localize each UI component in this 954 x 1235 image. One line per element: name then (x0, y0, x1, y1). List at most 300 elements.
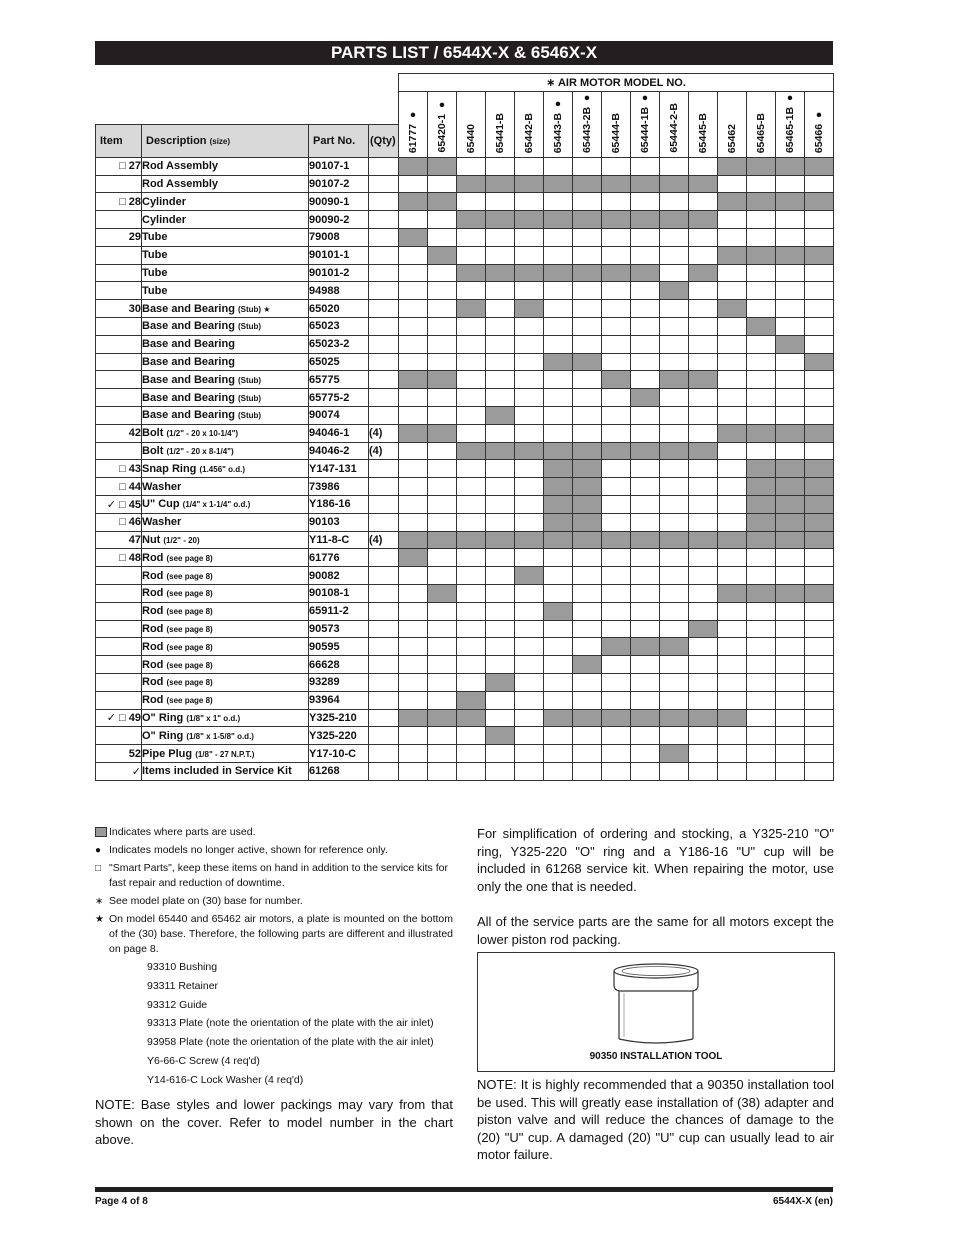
usage-cell-empty (544, 157, 573, 175)
usage-cell-empty (515, 478, 544, 496)
table-row (96, 656, 834, 674)
usage-cell-empty (544, 673, 573, 691)
usage-cell-used (776, 513, 805, 531)
usage-cell-used (544, 709, 573, 727)
table-row (96, 300, 834, 318)
part-description: Base and Bearing (142, 335, 309, 353)
footer-rule (95, 1187, 833, 1192)
usage-cell-empty (515, 745, 544, 763)
usage-cell-used (486, 531, 515, 549)
usage-cell-used (660, 371, 689, 389)
usage-cell-empty (747, 673, 776, 691)
usage-cell-empty (805, 620, 834, 638)
usage-cell-empty (544, 424, 573, 442)
usage-cell-empty (515, 584, 544, 602)
usage-cell-empty (515, 620, 544, 638)
model-header: 65466 ● (805, 91, 834, 157)
usage-cell-empty (515, 709, 544, 727)
item-number (96, 264, 142, 282)
usage-cell-empty (718, 389, 747, 407)
part-qty (369, 371, 399, 389)
usage-cell-empty (689, 567, 718, 585)
item-number (96, 567, 142, 585)
usage-cell-used (457, 211, 486, 229)
usage-cell-empty (776, 709, 805, 727)
usage-cell-empty (747, 229, 776, 247)
usage-cell-empty (631, 567, 660, 585)
usage-cell-used (776, 531, 805, 549)
part-qty (369, 407, 399, 425)
usage-cell-empty (486, 584, 515, 602)
table-row (96, 620, 834, 638)
usage-cell-empty (689, 495, 718, 513)
usage-cell-used (544, 531, 573, 549)
usage-cell-empty (747, 300, 776, 318)
part-qty (369, 193, 399, 211)
usage-cell-empty (718, 638, 747, 656)
part-description: Base and Bearing (Stub) (142, 389, 309, 407)
part-description: O" Ring (1/8" x 1" o.d.) (142, 709, 309, 727)
usage-cell-empty (631, 495, 660, 513)
usage-cell-empty (544, 584, 573, 602)
usage-cell-empty (602, 229, 631, 247)
usage-cell-used (660, 709, 689, 727)
part-qty (369, 353, 399, 371)
usage-cell-empty (689, 602, 718, 620)
usage-cell-empty (457, 727, 486, 745)
usage-cell-empty (428, 762, 457, 780)
usage-cell-empty (486, 602, 515, 620)
col-item-header: Item (96, 124, 142, 157)
item-number: □ 28 (96, 193, 142, 211)
part-description: Bolt (1/2" - 20 x 8-1/4") (142, 442, 309, 460)
item-number (96, 584, 142, 602)
part-number: Y11-8-C (309, 531, 369, 549)
item-number (96, 353, 142, 371)
usage-cell-empty (399, 691, 428, 709)
usage-cell-used (805, 584, 834, 602)
col-description-header: Description (size) (142, 124, 309, 157)
usage-cell-empty (457, 638, 486, 656)
usage-cell-empty (689, 193, 718, 211)
usage-cell-used (689, 709, 718, 727)
model-header: 65465-1B ● (776, 91, 805, 157)
usage-cell-empty (805, 407, 834, 425)
usage-cell-empty (805, 211, 834, 229)
usage-cell-empty (776, 620, 805, 638)
table-row (96, 157, 834, 175)
usage-cell-empty (718, 282, 747, 300)
part-description: Base and Bearing (142, 353, 309, 371)
usage-cell-used (805, 157, 834, 175)
usage-cell-empty (602, 567, 631, 585)
table-row (96, 424, 834, 442)
table-row (96, 246, 834, 264)
usage-cell-used (399, 229, 428, 247)
item-number: 42 (96, 424, 142, 442)
table-row (96, 478, 834, 496)
part-number: 65023-2 (309, 335, 369, 353)
usage-cell-empty (602, 602, 631, 620)
usage-cell-empty (457, 407, 486, 425)
usage-cell-used (573, 175, 602, 193)
item-number (96, 620, 142, 638)
part-number: Y325-220 (309, 727, 369, 745)
usage-cell-empty (747, 656, 776, 674)
usage-cell-empty (660, 353, 689, 371)
usage-cell-empty (689, 246, 718, 264)
model-header: 65444-1B ● (631, 91, 660, 157)
table-row (96, 282, 834, 300)
part-qty (369, 762, 399, 780)
part-description: Tube (142, 246, 309, 264)
usage-cell-empty (631, 229, 660, 247)
usage-cell-empty (805, 709, 834, 727)
usage-cell-empty (573, 300, 602, 318)
usage-cell-used (747, 584, 776, 602)
usage-cell-empty (718, 318, 747, 336)
usage-cell-empty (602, 282, 631, 300)
item-number (96, 691, 142, 709)
col-qty-header: (Qty) (369, 124, 399, 157)
usage-cell-empty (457, 157, 486, 175)
part-description: Rod (see page 8) (142, 549, 309, 567)
usage-cell-empty (428, 495, 457, 513)
usage-cell-empty (573, 424, 602, 442)
usage-cell-empty (428, 175, 457, 193)
usage-cell-used (399, 157, 428, 175)
usage-cell-used (776, 335, 805, 353)
usage-cell-empty (631, 513, 660, 531)
usage-cell-empty (573, 762, 602, 780)
usage-cell-used (631, 638, 660, 656)
legend-asterisk: See model plate on (30) base for number. (109, 895, 303, 907)
usage-cell-used (602, 371, 631, 389)
usage-cell-empty (457, 282, 486, 300)
usage-cell-used (689, 175, 718, 193)
usage-cell-empty (573, 389, 602, 407)
usage-cell-empty (399, 389, 428, 407)
part-description: Base and Bearing (Stub) (142, 318, 309, 336)
table-row (96, 371, 834, 389)
usage-cell-used (544, 175, 573, 193)
usage-cell-used (515, 211, 544, 229)
usage-cell-empty (718, 673, 747, 691)
usage-cell-used (486, 211, 515, 229)
model-header: 65420-1 ● (428, 91, 457, 157)
part-number: 65023 (309, 318, 369, 336)
usage-cell-empty (602, 318, 631, 336)
part-qty (369, 318, 399, 336)
usage-cell-used (573, 513, 602, 531)
usage-cell-empty (428, 602, 457, 620)
usage-cell-empty (428, 656, 457, 674)
usage-cell-empty (602, 407, 631, 425)
usage-cell-empty (486, 424, 515, 442)
usage-cell-empty (631, 460, 660, 478)
table-row (96, 584, 834, 602)
usage-cell-empty (486, 371, 515, 389)
usage-cell-empty (776, 673, 805, 691)
usage-cell-empty (631, 656, 660, 674)
usage-cell-empty (631, 300, 660, 318)
plate-part: 93312 Guide (147, 998, 208, 1011)
usage-cell-empty (486, 549, 515, 567)
usage-cell-empty (486, 567, 515, 585)
usage-cell-empty (399, 300, 428, 318)
usage-cell-empty (428, 264, 457, 282)
usage-cell-empty (718, 478, 747, 496)
usage-cell-used (718, 531, 747, 549)
part-qty: (4) (369, 531, 399, 549)
usage-cell-used (776, 584, 805, 602)
usage-cell-empty (573, 727, 602, 745)
usage-cell-used (573, 495, 602, 513)
usage-cell-empty (689, 460, 718, 478)
usage-cell-used (544, 460, 573, 478)
usage-cell-empty (515, 513, 544, 531)
usage-cell-empty (457, 584, 486, 602)
usage-cell-empty (776, 229, 805, 247)
installation-tool-icon (601, 961, 711, 1045)
part-description: Rod (see page 8) (142, 656, 309, 674)
usage-cell-empty (515, 318, 544, 336)
usage-cell-empty (660, 656, 689, 674)
usage-cell-used (747, 478, 776, 496)
usage-cell-empty (689, 335, 718, 353)
table-row (96, 175, 834, 193)
usage-cell-empty (399, 638, 428, 656)
usage-cell-empty (718, 727, 747, 745)
part-description: Base and Bearing (Stub) (142, 371, 309, 389)
page-title: PARTS LIST / 6544X-X & 6546X-X (95, 41, 833, 65)
usage-cell-empty (515, 371, 544, 389)
part-number: 90108-1 (309, 584, 369, 602)
usage-cell-empty (486, 335, 515, 353)
item-number: 30 (96, 300, 142, 318)
part-qty (369, 584, 399, 602)
usage-cell-empty (428, 673, 457, 691)
usage-cell-used (457, 442, 486, 460)
usage-cell-empty (428, 745, 457, 763)
usage-cell-empty (776, 318, 805, 336)
usage-cell-used (573, 709, 602, 727)
usage-cell-empty (747, 549, 776, 567)
usage-cell-used (544, 495, 573, 513)
col-partno-header: Part No. (309, 124, 369, 157)
usage-cell-empty (515, 762, 544, 780)
part-qty (369, 246, 399, 264)
part-number: 61776 (309, 549, 369, 567)
part-number: Y325-210 (309, 709, 369, 727)
usage-cell-empty (428, 567, 457, 585)
usage-cell-used (660, 638, 689, 656)
usage-cell-used (428, 424, 457, 442)
usage-cell-used (399, 424, 428, 442)
usage-cell-empty (747, 620, 776, 638)
usage-cell-empty (573, 246, 602, 264)
part-qty (369, 709, 399, 727)
usage-cell-empty (631, 246, 660, 264)
usage-cell-used (399, 193, 428, 211)
usage-cell-empty (457, 656, 486, 674)
usage-cell-empty (515, 691, 544, 709)
usage-cell-empty (747, 567, 776, 585)
usage-cell-empty (428, 407, 457, 425)
smart-symbol: □ (95, 863, 102, 874)
table-row (96, 709, 834, 727)
usage-cell-empty (399, 264, 428, 282)
usage-cell-empty (457, 602, 486, 620)
usage-cell-used (515, 300, 544, 318)
usage-cell-empty (486, 478, 515, 496)
usage-cell-empty (515, 193, 544, 211)
usage-cell-used (689, 264, 718, 282)
usage-cell-used (428, 531, 457, 549)
usage-cell-empty (660, 407, 689, 425)
usage-cell-empty (776, 656, 805, 674)
usage-cell-used (602, 709, 631, 727)
usage-cell-empty (544, 282, 573, 300)
usage-cell-used (747, 246, 776, 264)
usage-cell-empty (515, 673, 544, 691)
table-row (96, 513, 834, 531)
usage-cell-used (515, 567, 544, 585)
usage-cell-used (573, 656, 602, 674)
part-number: 66628 (309, 656, 369, 674)
usage-cell-empty (805, 727, 834, 745)
usage-cell-used (660, 531, 689, 549)
usage-cell-empty (602, 549, 631, 567)
usage-cell-used (428, 371, 457, 389)
usage-cell-empty (660, 584, 689, 602)
usage-cell-empty (457, 246, 486, 264)
item-number: 52 (96, 745, 142, 763)
usage-cell-empty (428, 389, 457, 407)
usage-cell-empty (486, 282, 515, 300)
part-description: Rod (see page 8) (142, 584, 309, 602)
usage-cell-empty (515, 353, 544, 371)
usage-cell-empty (602, 246, 631, 264)
usage-cell-empty (689, 478, 718, 496)
part-description: Snap Ring (1.456" o.d.) (142, 460, 309, 478)
item-number (96, 673, 142, 691)
usage-cell-used (689, 531, 718, 549)
usage-cell-empty (428, 211, 457, 229)
usage-cell-empty (631, 478, 660, 496)
usage-cell-empty (515, 229, 544, 247)
usage-cell-empty (602, 673, 631, 691)
usage-cell-used (486, 175, 515, 193)
usage-cell-used (573, 264, 602, 282)
usage-cell-empty (602, 513, 631, 531)
usage-cell-empty (631, 407, 660, 425)
usage-cell-empty (457, 335, 486, 353)
usage-cell-empty (544, 300, 573, 318)
usage-cell-empty (515, 460, 544, 478)
table-row (96, 531, 834, 549)
usage-cell-used (399, 531, 428, 549)
usage-cell-empty (399, 318, 428, 336)
usage-cell-empty (660, 727, 689, 745)
usage-cell-empty (515, 424, 544, 442)
usage-cell-used (544, 442, 573, 460)
part-number: 93964 (309, 691, 369, 709)
legend-smart: "Smart Parts", keep these items on hand in addition to the service kits for fast repair and reduction of downtime. (109, 862, 448, 889)
usage-cell-empty (602, 353, 631, 371)
plate-part: Y6-66-C Screw (4 req'd) (147, 1054, 260, 1067)
usage-cell-empty (689, 389, 718, 407)
usage-cell-used (805, 495, 834, 513)
usage-cell-empty (718, 211, 747, 229)
usage-cell-empty (718, 264, 747, 282)
usage-cell-empty (573, 638, 602, 656)
part-qty (369, 300, 399, 318)
usage-cell-empty (515, 335, 544, 353)
usage-cell-used (660, 175, 689, 193)
usage-cell-empty (718, 229, 747, 247)
page-number: Page 4 of 8 (95, 1196, 148, 1207)
usage-cell-empty (544, 745, 573, 763)
usage-cell-empty (486, 638, 515, 656)
note-base-styles: NOTE: Base styles and lower packings may vary from that shown on the cover. Refer to model number in the chart above. (95, 1097, 453, 1147)
part-number: 65775 (309, 371, 369, 389)
usage-cell-empty (544, 246, 573, 264)
usage-cell-empty (631, 584, 660, 602)
part-description: Rod (see page 8) (142, 602, 309, 620)
usage-cell-used (718, 246, 747, 264)
part-description: Bolt (1/2" - 20 x 10-1/4") (142, 424, 309, 442)
usage-cell-empty (573, 620, 602, 638)
item-number: ✓ □ 49 (96, 709, 142, 727)
usage-cell-used (486, 442, 515, 460)
usage-cell-empty (486, 300, 515, 318)
usage-cell-empty (718, 567, 747, 585)
usage-cell-empty (747, 691, 776, 709)
usage-cell-empty (544, 335, 573, 353)
usage-cell-empty (689, 424, 718, 442)
usage-cell-empty (399, 211, 428, 229)
installation-tool-figure (477, 952, 835, 1072)
table-row (96, 353, 834, 371)
usage-cell-empty (660, 460, 689, 478)
usage-cell-empty (602, 762, 631, 780)
usage-cell-empty (747, 602, 776, 620)
item-number: 47 (96, 531, 142, 549)
usage-cell-empty (689, 157, 718, 175)
usage-cell-used (718, 424, 747, 442)
part-description: Tube (142, 229, 309, 247)
part-number: 65911-2 (309, 602, 369, 620)
part-qty: (4) (369, 424, 399, 442)
part-number: 73986 (309, 478, 369, 496)
table-row (96, 335, 834, 353)
usage-cell-empty (805, 282, 834, 300)
part-number: 90595 (309, 638, 369, 656)
part-description: Washer (142, 478, 309, 496)
usage-cell-empty (602, 389, 631, 407)
usage-cell-empty (660, 389, 689, 407)
usage-cell-empty (573, 584, 602, 602)
usage-cell-empty (660, 478, 689, 496)
usage-cell-empty (631, 549, 660, 567)
usage-cell-empty (689, 300, 718, 318)
usage-cell-empty (486, 745, 515, 763)
usage-cell-empty (573, 193, 602, 211)
part-description: Rod (see page 8) (142, 567, 309, 585)
usage-cell-empty (660, 567, 689, 585)
usage-cell-used (747, 157, 776, 175)
